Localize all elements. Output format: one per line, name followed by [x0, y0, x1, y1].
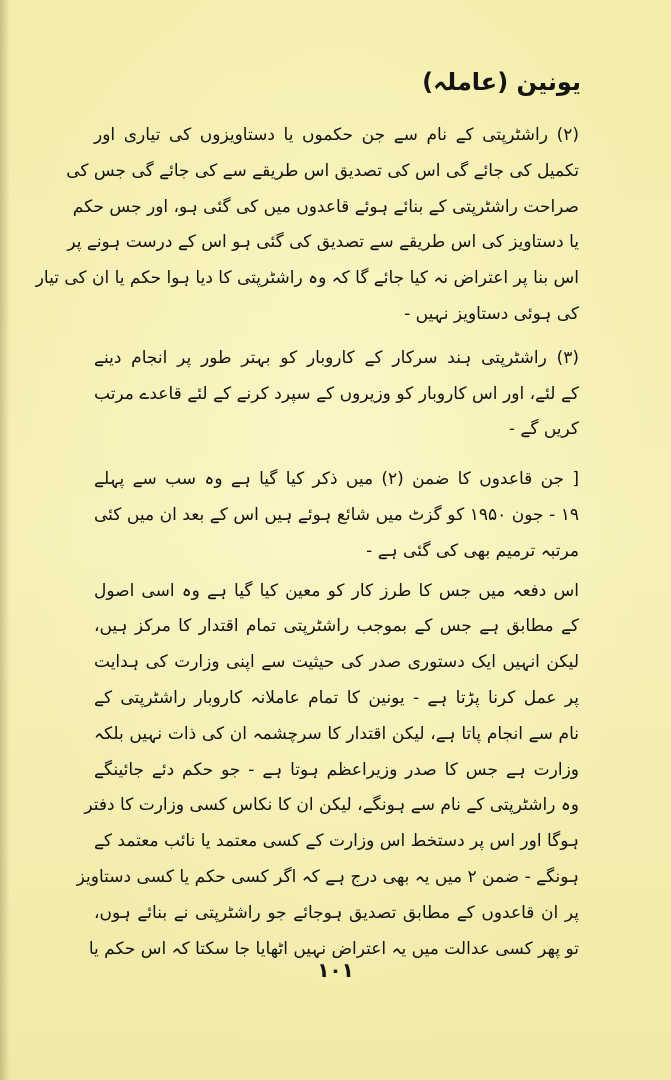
page-body: [35, 118, 579, 975]
text-line: کی ہوئی دستاویز نہیں -: [404, 303, 579, 324]
paragraph-clause-3: [94, 341, 579, 448]
text-line: یا دستاویز کی اس طریقے سے تصدیق کی گئی ہو اس کے درست ہونے پر: [67, 232, 579, 253]
page-number: ۱۰۱: [317, 958, 354, 982]
text-line: لیکن انہیں ایک دستوری صدر کی حیثیت سے اپنی وزارت کی ہدایت: [94, 652, 579, 673]
text-line: اس بنا پر اعتراض نہ کیا جائے گا کہ وہ راشٹرپتی کا دیا ہوا حکم یا ان کی تیار: [35, 268, 579, 289]
text-line: کریں گے -: [508, 419, 579, 440]
text-line: اس دفعہ میں جس کا طرز کار کو معین کیا گیا ہے وہ اسی اصول: [94, 580, 579, 601]
text-line: ۱۹ - جون ۱۹۵۰ کو گزٹ میں شائع ہوئے ہیں اس کے بعد ان میں کئی: [94, 504, 579, 525]
text-line: نام سے انجام پاتا ہے، لیکن اقتدار کا سرچشمہ ان کی ذات نہیں بلکہ: [94, 723, 579, 744]
text-line: پر ان قاعدوں کے مطابق تصدیق ہوجائے جو راشٹرپتی نے بنائے ہوں،: [94, 902, 579, 923]
text-line: کے مطابق ہے جس کے بموجب راشٹرپتی تمام اقتدار کا مرکز ہیں،: [94, 616, 579, 637]
text-line: صراحت راشٹرپتی کے بنائے ہوئے قاعدوں میں کی گئی ہو، اور جس حکم: [72, 196, 579, 217]
text-line: تو پھر کسی عدالت میں یہ اعتراض نہیں اٹھایا جا سکتا کہ اس حکم یا: [88, 938, 579, 959]
chapter-heading: یونین (عاملہ): [422, 68, 581, 96]
text-line: مرتبہ ترمیم بھی کی گئی ہے -: [366, 540, 579, 561]
editorial-note: [94, 462, 579, 569]
page-edge-shadow: [0, 0, 10, 1080]
text-line: کے لئے، اور اس کاروبار کو وزیروں کے سپرد کرنے کے لئے قاعدے مرتب: [94, 383, 579, 404]
text-line: تکمیل کی جائے گی اس کی تصدیق اس طریقے سے کی جائے گی جس کی: [66, 160, 579, 181]
text-line: [ جن قاعدوں کا ضمن (۲) میں ذکر کیا گیا ہے وہ سب سے پہلے: [94, 469, 579, 490]
text-line: پر عمل کرنا پڑتا ہے - یونین کا تمام عاملانہ کاروبار راشٹرپتی کے: [94, 687, 579, 708]
text-line: ہوگا اور اس پر دستخط اس وزارت کے کسی معتمد یا نائب معتمد کے: [93, 831, 579, 852]
text-line: وہ راشٹرپتی کے نام سے ہونگے، لیکن ان کا نکاس کسی وزارت کا دفتر: [84, 795, 579, 816]
text-line: ہونگے - ضمن ۲ میں یہ بھی درج ہے کہ اگر کسی حکم یا کسی دستاویز: [76, 866, 579, 887]
paragraph-commentary: [76, 574, 579, 968]
text-line: (۲) راشٹرپتی کے نام سے جن حکموں یا دستاویزوں کی تیاری اور: [94, 125, 579, 145]
paragraph-clause-2: [35, 118, 579, 333]
text-line: (۳) راشٹرپتی ہند سرکار کے کاروبار کو بہتر طور پر انجام دینے: [94, 347, 579, 368]
text-line: وزارت ہے جس کا صدر وزیراعظم ہوتا ہے - جو حکم دئے جائینگے: [94, 759, 579, 780]
